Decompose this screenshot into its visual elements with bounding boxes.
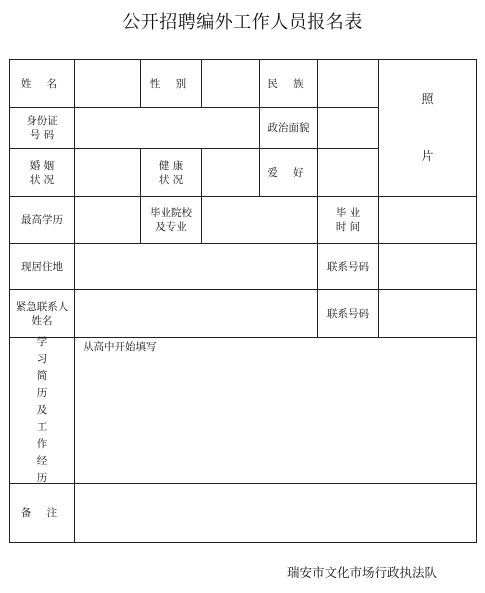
photo-box[interactable] [379, 60, 476, 197]
resume-label-char: 学 [36, 336, 48, 348]
resume-label-char: 历 [36, 387, 48, 399]
emergency-contact-label: 紧急联系人 姓名 [10, 290, 75, 338]
name-label: 姓 名 [10, 60, 75, 108]
resume-label [10, 338, 75, 484]
gender-label: 性 别 [141, 60, 202, 108]
resume-label-char: 作 [36, 438, 48, 450]
resume-label-char: 简 [36, 370, 48, 382]
photo-label-bottom: 片 [421, 149, 434, 163]
phone-field[interactable] [379, 244, 476, 290]
education-field[interactable] [75, 197, 141, 244]
marital-status-label: 婚 姻 状 况 [10, 149, 75, 197]
emergency-phone-field[interactable] [379, 290, 476, 338]
phone-label: 联系号码 [318, 244, 379, 290]
resume-label-char: 经 [36, 455, 48, 467]
resume-label-char: 习 [36, 353, 48, 365]
emergency-contact-field[interactable] [75, 290, 318, 338]
registration-form [9, 59, 477, 543]
remarks-field[interactable] [75, 484, 476, 542]
id-number-field[interactable] [75, 108, 260, 149]
education-label: 最高学历 [10, 197, 75, 244]
emergency-phone-label: 联系号码 [318, 290, 379, 338]
form-title: 公开招聘编外工作人员报名表 [122, 12, 363, 33]
issuer-name: 瑞安市文化市场行政执法队 [286, 565, 437, 580]
resume-label-char: 工 [36, 421, 48, 433]
graduation-time-field[interactable] [379, 197, 476, 244]
hobby-field[interactable] [318, 149, 379, 197]
address-field[interactable] [75, 244, 318, 290]
resume-hint: 从高中开始填写 [83, 341, 157, 353]
resume-field[interactable] [75, 338, 476, 484]
ethnicity-label: 民 族 [260, 60, 318, 108]
remarks-label: 备 注 [10, 484, 75, 542]
resume-label-char: 历 [36, 472, 48, 484]
gender-field[interactable] [202, 60, 260, 108]
school-major-field[interactable] [202, 197, 318, 244]
health-status-label: 健 康 状 况 [141, 149, 202, 197]
photo-label-top: 照 [421, 92, 434, 106]
graduation-time-label: 毕 业 时 间 [318, 197, 379, 244]
marital-status-field[interactable] [75, 149, 141, 197]
name-field[interactable] [75, 60, 141, 108]
resume-label-char: 及 [36, 404, 48, 416]
political-status-field[interactable] [318, 108, 379, 149]
political-status-label: 政治面貌 [260, 108, 318, 149]
ethnicity-field[interactable] [318, 60, 379, 108]
id-number-label: 身份证 号 码 [10, 108, 75, 149]
school-major-label: 毕业院校 及专业 [141, 197, 202, 244]
hobby-label: 爱 好 [260, 149, 318, 197]
health-status-field[interactable] [202, 149, 260, 197]
address-label: 现居住地 [10, 244, 75, 290]
